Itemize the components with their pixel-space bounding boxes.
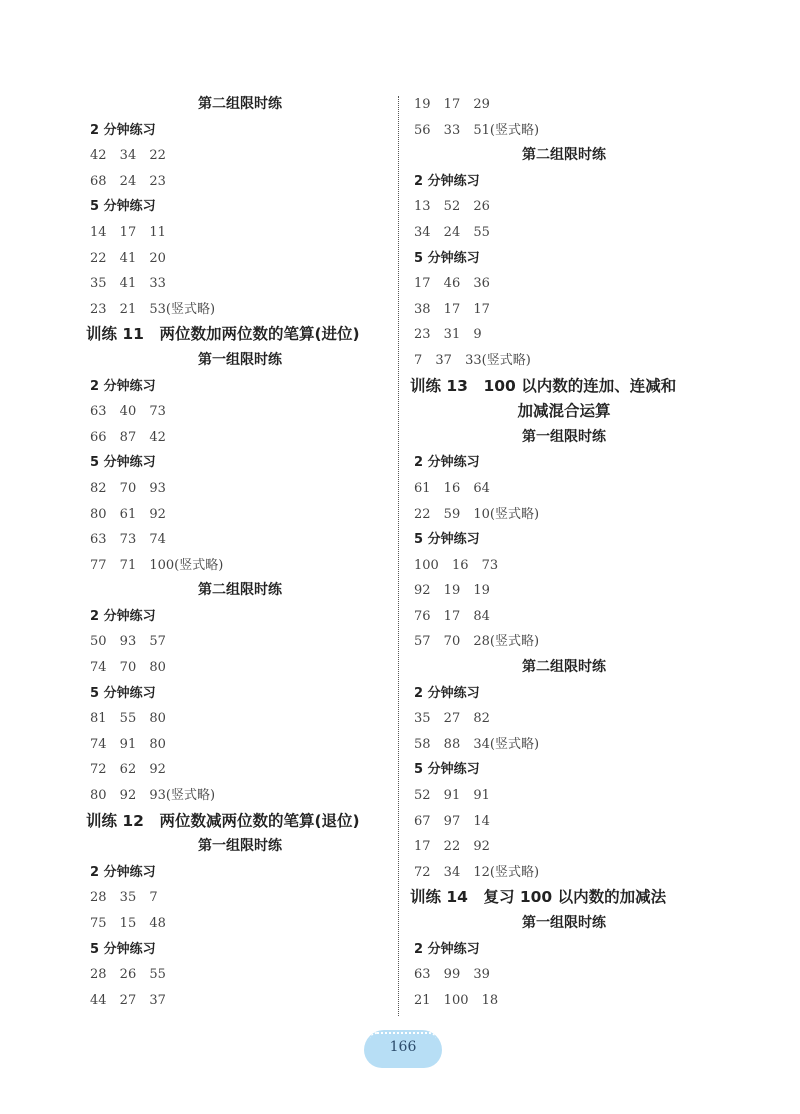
answer-line: 66 87 42 — [90, 429, 166, 445]
answer-line: 63 99 39 — [414, 967, 490, 983]
practice-heading: 2 分钟练习 — [414, 173, 480, 189]
practice-heading: 5 分钟练习 — [90, 455, 156, 471]
practice-heading: 5 分钟练习 — [414, 532, 480, 548]
group-heading: 第二组限时练 — [198, 96, 282, 112]
answer-line: 14 17 11 — [90, 224, 166, 240]
practice-heading: 5 分钟练习 — [414, 250, 480, 266]
answer-line: 72 34 12(竖式略) — [414, 864, 540, 880]
answer-line: 35 41 33 — [90, 276, 166, 292]
answer-line: 19 17 29 — [414, 97, 490, 112]
answer-line: 76 17 84 — [414, 608, 490, 624]
answer-line: 22 41 20 — [90, 250, 166, 266]
group-heading: 第一组限时练 — [522, 915, 606, 931]
answer-line: 22 59 10(竖式略) — [414, 506, 540, 522]
answer-line: 44 27 37 — [90, 992, 166, 1008]
answer-line: 23 21 53(竖式略) — [90, 301, 216, 317]
answer-line: 35 27 82 — [414, 711, 490, 727]
practice-heading: 2 分钟练习 — [414, 455, 480, 471]
answer-line: 67 97 14 — [414, 813, 490, 829]
answer-line: 77 71 100(竖式略) — [90, 557, 224, 573]
training-title: 训练 11 两位数加两位数的笔算(进位) — [86, 325, 360, 344]
answer-line: 21 100 18 — [414, 992, 499, 1008]
answer-line: 58 88 34(竖式略) — [414, 736, 540, 752]
practice-heading: 2 分钟练习 — [90, 864, 156, 880]
answer-line: 57 70 28(竖式略) — [414, 634, 540, 650]
answer-line: 13 52 26 — [414, 199, 490, 215]
left-column — [86, 92, 390, 1013]
group-heading: 第二组限时练 — [522, 659, 606, 676]
practice-heading: 2 分钟练习 — [90, 122, 156, 138]
answer-line: 75 15 48 — [90, 916, 166, 931]
answer-line: 34 24 55 — [414, 224, 490, 240]
answer-line: 56 33 51(竖式略) — [414, 122, 540, 138]
practice-heading: 5 分钟练习 — [90, 685, 156, 701]
column-divider — [398, 96, 399, 1016]
group-heading: 第一组限时练 — [198, 838, 282, 855]
answer-line: 28 26 55 — [90, 967, 166, 983]
answer-line: 61 16 64 — [414, 480, 490, 496]
answer-line: 81 55 80 — [90, 711, 166, 727]
answer-line: 63 73 74 — [90, 532, 166, 548]
answer-line: 80 61 92 — [90, 506, 166, 522]
answer-line: 17 22 92 — [414, 839, 490, 855]
practice-heading: 2 分钟练习 — [90, 378, 156, 394]
practice-heading: 2 分钟练习 — [90, 608, 156, 624]
training-title: 训练 14 复习 100 以内数的加减法 — [410, 888, 667, 907]
answer-line: 74 70 80 — [90, 660, 166, 676]
answer-line: 38 17 17 — [414, 301, 490, 317]
answer-line: 50 93 57 — [90, 634, 166, 650]
answer-line: 68 24 23 — [90, 173, 166, 189]
practice-heading: 5 分钟练习 — [90, 941, 156, 957]
answer-line: 82 70 93 — [90, 480, 166, 496]
answer-line: 17 46 36 — [414, 276, 490, 292]
practice-heading: 2 分钟练习 — [414, 685, 480, 701]
group-heading: 第一组限时练 — [522, 428, 606, 445]
practice-heading: 2 分钟练习 — [414, 941, 480, 957]
group-heading: 第一组限时练 — [198, 351, 282, 368]
answer-line: 100 16 73 — [414, 557, 499, 573]
answer-line: 7 37 33(竖式略) — [414, 352, 531, 368]
answer-line: 42 34 22 — [90, 148, 166, 164]
group-heading: 第二组限时练 — [522, 147, 606, 164]
answer-line: 80 92 93(竖式略) — [90, 788, 216, 804]
page-number-badge — [364, 1030, 442, 1068]
practice-heading: 5 分钟练习 — [90, 199, 156, 215]
answer-line: 72 62 92 — [90, 762, 166, 778]
training-title: 训练 12 两位数减两位数的笔算(退位) — [86, 811, 360, 830]
answer-line: 28 35 7 — [90, 890, 158, 906]
group-heading: 第二组限时练 — [198, 582, 282, 599]
practice-heading: 5 分钟练习 — [414, 762, 480, 778]
training-title-cont: 加减混合运算 — [517, 402, 611, 421]
answer-line: 63 40 73 — [90, 404, 166, 420]
answer-line: 92 19 19 — [414, 583, 490, 599]
training-title: 训练 13 100 以内数的连加、连减和 — [410, 376, 677, 395]
answer-line: 52 91 91 — [414, 788, 490, 804]
answer-line: 74 91 80 — [90, 736, 166, 752]
page-number: 166 — [389, 1039, 417, 1055]
right-column — [410, 92, 714, 1013]
answer-line: 23 31 9 — [414, 327, 482, 343]
